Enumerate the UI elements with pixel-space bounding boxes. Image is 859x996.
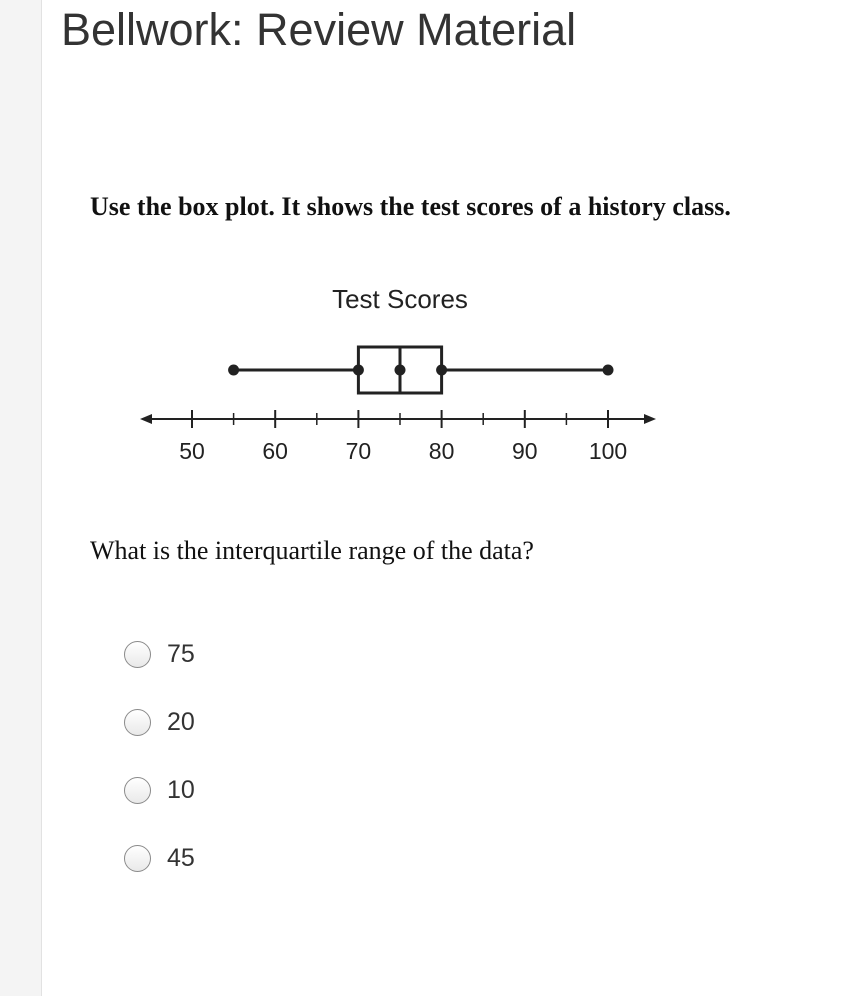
radio-button[interactable] <box>124 845 151 872</box>
answer-option[interactable] <box>124 772 195 808</box>
radio-button[interactable] <box>124 777 151 804</box>
point-median <box>395 365 406 376</box>
answer-option-label: 10 <box>167 775 195 804</box>
tick-label: 60 <box>262 438 288 464</box>
answer-option[interactable] <box>124 704 195 740</box>
box-plot-chart <box>92 276 682 476</box>
chart-title: Test Scores <box>332 284 468 314</box>
radio-button[interactable] <box>124 709 151 736</box>
point-q1 <box>353 365 364 376</box>
answer-option-label: 75 <box>167 639 195 668</box>
point-min <box>228 365 239 376</box>
left-sidebar-strip <box>0 0 42 996</box>
page-title: Bellwork: Review Material <box>61 4 577 55</box>
question-prompt: Use the box plot. It shows the test scores of a history class. <box>90 192 731 221</box>
tick-label: 90 <box>512 438 538 464</box>
tick-label: 50 <box>179 438 205 464</box>
point-q3 <box>436 365 447 376</box>
tick-label: 100 <box>588 438 628 464</box>
answer-option-label: 45 <box>167 843 195 872</box>
main-content <box>42 0 859 996</box>
answer-option-label: 20 <box>167 707 195 736</box>
axis-arrow-right <box>644 414 656 424</box>
answer-option[interactable] <box>124 636 195 672</box>
radio-button[interactable] <box>124 641 151 668</box>
question-text: What is the interquartile range of the data? <box>90 536 534 565</box>
point-max <box>603 365 614 376</box>
answer-option[interactable] <box>124 840 195 876</box>
tick-label: 80 <box>428 438 455 464</box>
tick-label: 70 <box>345 438 372 464</box>
axis-arrow-left <box>140 414 152 424</box>
